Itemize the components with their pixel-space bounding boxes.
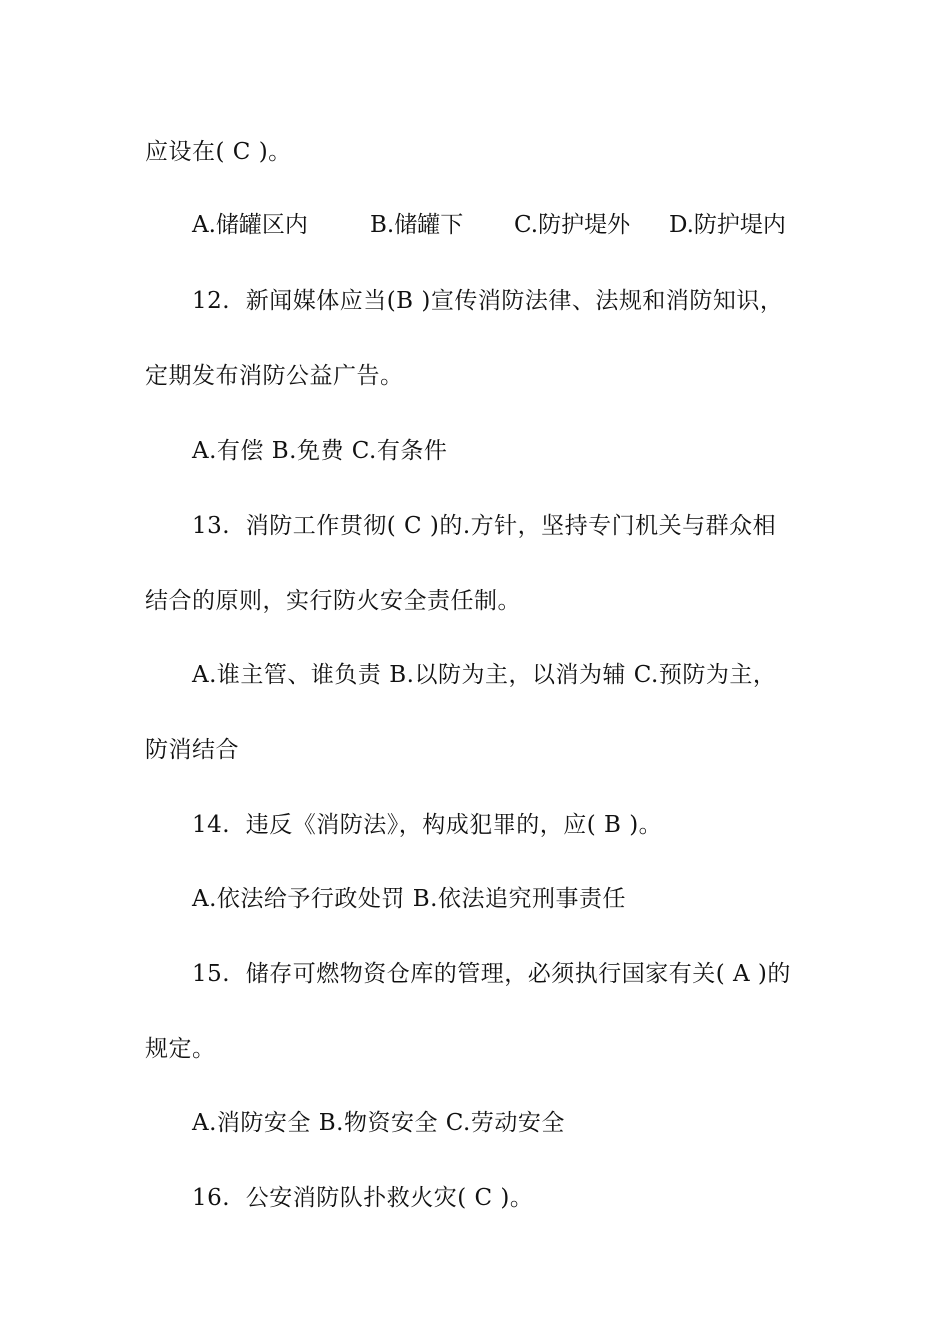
answer-options: A.谁主管、谁负责 B.以防为主，以消为辅 C.预防为主， [192, 662, 777, 688]
text-line: 结合的原则，实行防火安全责任制。 [145, 588, 521, 614]
question-16: 16. 公安消防队扑救火灾( C )。 [192, 1185, 534, 1211]
answer-options-row [192, 210, 812, 240]
answer-options: A.消防安全 B.物资安全 C.劳动安全 [192, 1110, 565, 1136]
text-line: 应设在( C )。 [145, 139, 292, 165]
text-line: 防消结合 [145, 737, 239, 763]
option-d: D.防护堤内 [669, 212, 786, 238]
option-a: A.储罐区内 [192, 212, 308, 238]
option-b: B.储罐下 [370, 212, 464, 238]
option-c: C.防护堤外 [514, 212, 631, 238]
question-12: 12. 新闻媒体应当(B )宣传消防法律、法规和消防知识， [192, 288, 784, 314]
question-13: 13. 消防工作贯彻( C )的.方针，坚持专门机关与群众相 [192, 513, 777, 539]
answer-options: A.依法给予行政处罚 B.依法追究刑事责任 [192, 886, 626, 912]
text-line: 规定。 [145, 1036, 216, 1062]
text-line: 定期发布消防公益广告。 [145, 363, 404, 389]
question-15: 15. 储存可燃物资仓库的管理，必须执行国家有关( A )的 [192, 961, 791, 987]
answer-options: A.有偿 B.免费 C.有条件 [192, 438, 448, 464]
question-14: 14. 违反《消防法》，构成犯罪的，应( B )。 [192, 812, 663, 838]
